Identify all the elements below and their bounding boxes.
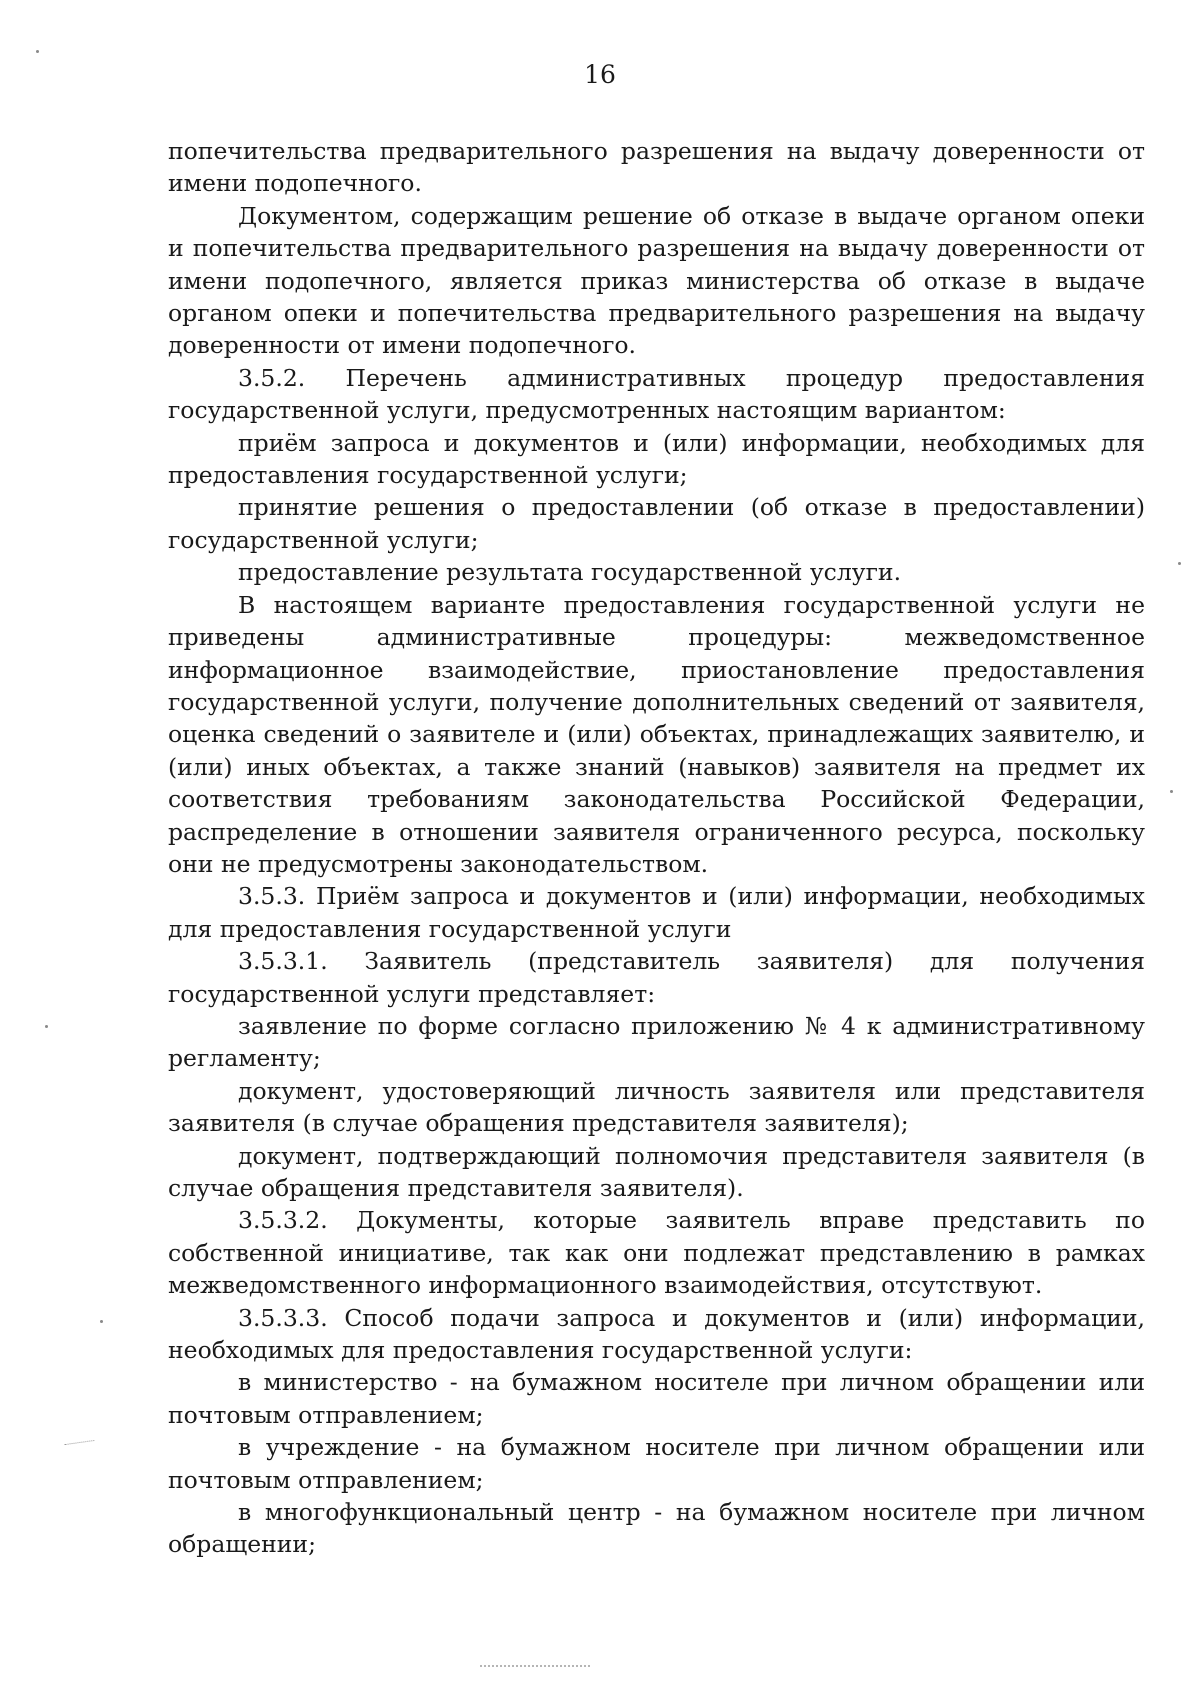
- paragraph-refusal-document: Документом, содержащим решение об отказе в выдаче органом опеки и попечительства предварительного разрешения на выдачу доверенности от имени подопечного, является приказ министерства об отказе в выдаче органом опеки и попечительства предварительного разрешения на выдачу доверенности от имени подопечного.: [168, 201, 1145, 360]
- paragraph-3-5-2: 3.5.2. Перечень административных процедур предоставления государственной услуги, предусмотренных настоящим вариантом:: [168, 363, 1145, 425]
- page-number: 16: [584, 60, 616, 89]
- list-item-authority-document: документ, подтверждающий полномочия представителя заявителя (в случае обращения представителя заявителя).: [168, 1141, 1145, 1202]
- paragraph-3-5-3-2: 3.5.3.2. Документы, которые заявитель вправе представить по собственной инициативе, так как они подлежат представлению в рамках межведомственного информационного взаимодействия, отсутствуют.: [168, 1206, 1145, 1300]
- list-item-decision: принятие решения о предоставлении (об отказе в предоставлении) государственной услуги;: [168, 493, 1145, 554]
- list-item-application: заявление по форме согласно приложению № 4 к административному регламенту;: [168, 1011, 1145, 1073]
- scan-speck: [45, 1025, 48, 1028]
- scan-speck: [1178, 562, 1181, 565]
- scan-speck: [100, 1320, 103, 1323]
- paragraph-3-5-3: 3.5.3. Приём запроса и документов и (или) информации, необходимых для предоставления государственной услуги: [168, 882, 1145, 943]
- paragraph-3-5-3-3: 3.5.3.3. Способ подачи запроса и документов и (или) информации, необходимых для предоставления государственной услуги:: [168, 1303, 1145, 1365]
- scan-speck: [36, 50, 39, 53]
- scan-artifact: [480, 1665, 590, 1671]
- list-item-request-acceptance: приём запроса и документов и (или) информации, необходимых для предоставления государственной услуги;: [168, 428, 1145, 490]
- paragraph-not-provided-procedures: В настоящем варианте предоставления государственной услуги не приведены административные процедуры: межведомственное информационное взаимодействие, приостановление предоставления государственной услуги, получение дополнительных сведений от заявителя, оценка сведений о заявителе и (или) объектах, принадлежащих заявителю, и (или) иных объектах, а также знаний (навыков) заявителя на предмет их соответствия требованиям законодательства Российской Федерации, распределение в отношении заявителя ограниченного ресурса, поскольку они не предусмотрены законодательством.: [168, 590, 1145, 878]
- list-item-identity-document: документ, удостоверяющий личность заявителя или представителя заявителя (в случае обращения представителя заявителя);: [168, 1076, 1145, 1138]
- scan-artifact: [65, 1440, 96, 1453]
- paragraph-continuation: попечительства предварительного разрешения на выдачу доверенности от имени подопечного.: [168, 137, 1145, 198]
- list-item-ministry: в министерство - на бумажном носителе при личном обращении или почтовым отправлением;: [168, 1368, 1145, 1429]
- list-item-result: предоставление результата государственной услуги.: [238, 558, 902, 587]
- scan-speck: [1170, 790, 1173, 793]
- list-item-mfc: в многофункциональный центр - на бумажном носителе при личном обращении;: [168, 1498, 1145, 1559]
- document-body: [168, 135, 1145, 1561]
- paragraph-3-5-3-1: 3.5.3.1. Заявитель (представитель заявителя) для получения государственной услуги представляет:: [168, 947, 1145, 1008]
- list-item-institution: в учреждение - на бумажном носителе при личном обращении или почтовым отправлением;: [168, 1433, 1145, 1494]
